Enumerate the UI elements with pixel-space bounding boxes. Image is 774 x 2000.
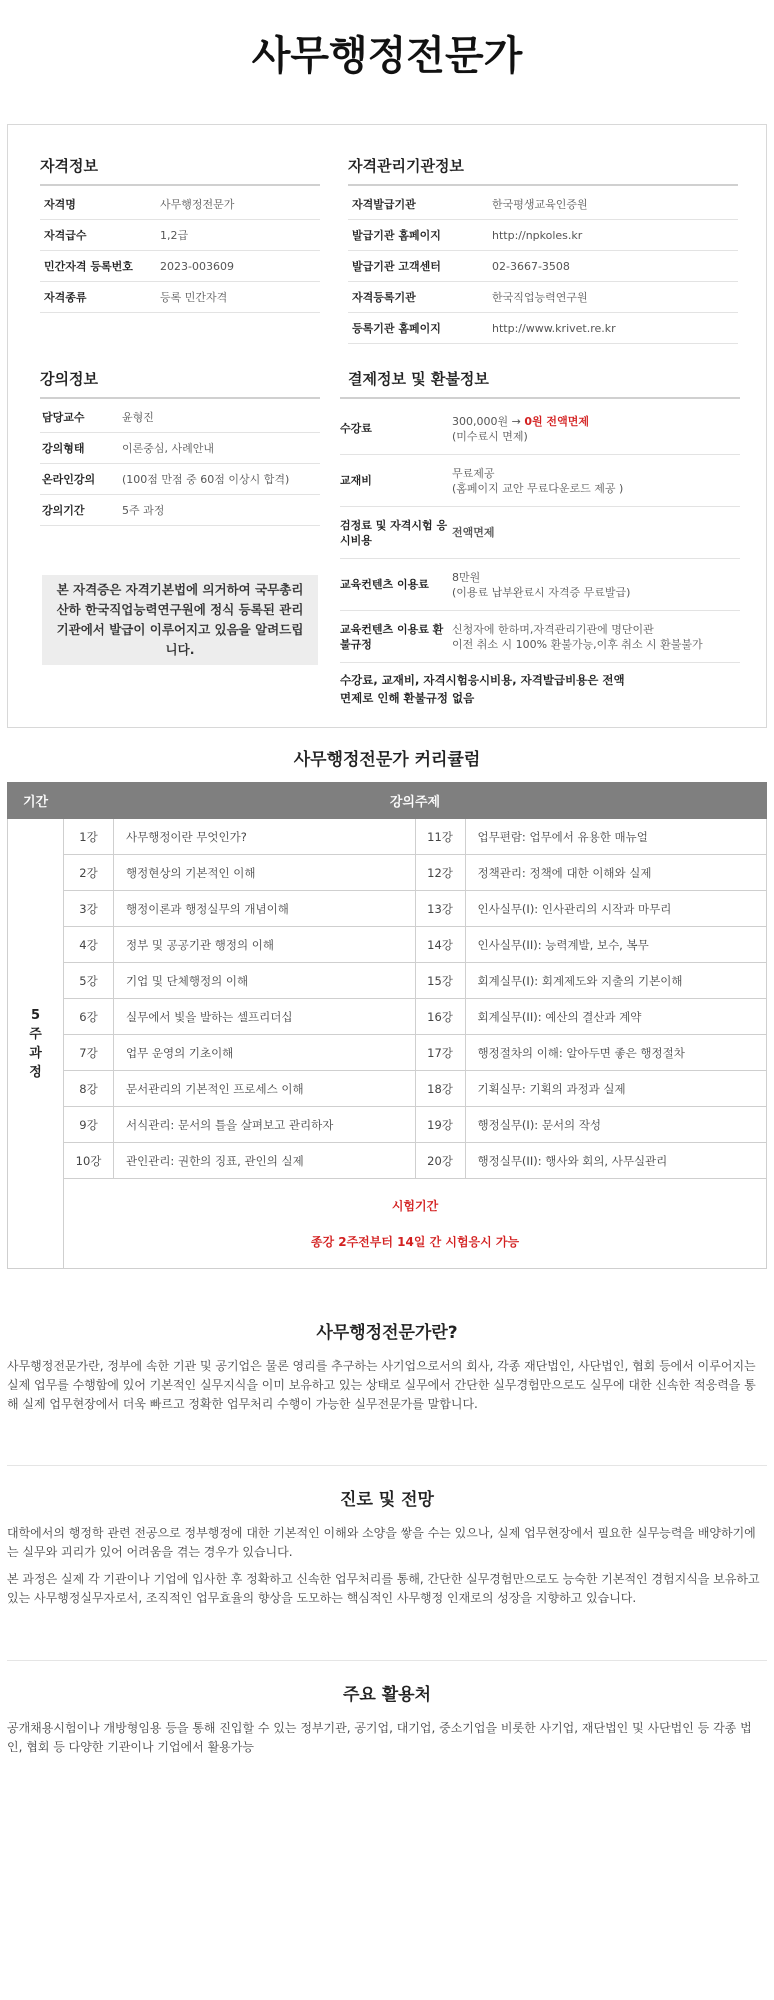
table-row: 8강 문서관리의 기본적인 프로세스 이해 18강 기획실무: 기획의 과정과 실제 xyxy=(8,1071,767,1107)
fee-row: 수강료 300,000원 → 0원 전액면제 (미수료시 면제) xyxy=(340,403,740,455)
agency-info-section xyxy=(348,155,738,344)
col-topic-header: 강의주제 xyxy=(64,783,767,819)
career-paragraph-2: 본 과정은 실제 각 기관이나 기업에 입사한 후 정확하고 신속한 업무처리를 통해, 간단한 실무경험만으로도 능숙한 기본적인 경험지식을 보유하고 있는 사무행정실무자로서, 조직적인 업무효율의 향상을 도모하는 핵심적인 사무행정 인재로의 성장을 지향하고 있습니다. xyxy=(7,1572,760,1605)
qual-info-row: 자격급수 1,2급 xyxy=(40,220,320,251)
issuer-homepage-link[interactable]: http://npkoles.kr xyxy=(492,228,583,242)
table-row: 2강 행정현상의 기본적인 이해 12강 정책관리: 정책에 대한 이해와 실제 xyxy=(8,855,767,891)
col-period-header: 기간 xyxy=(8,783,64,819)
qual-info-row: 민간자격 등록번호 2023-003609 xyxy=(40,251,320,282)
lecture-info-section xyxy=(40,368,320,526)
refund-row: 교육컨텐츠 이용료 환불규정 신청자에 한하며,자격관리기관에 명단이관 이전 취소 시 100% 환불가능,이후 취소 시 환불불가 xyxy=(340,611,740,663)
lecture-info-row: 온라인강의 (100점 만점 중 60점 이상시 합격) xyxy=(40,464,320,495)
lecture-info-row: 강의형태 이론중심, 사례안내 xyxy=(40,433,320,464)
qual-info-row: 자격종류 등록 민간자격 xyxy=(40,282,320,313)
section-divider xyxy=(7,1465,767,1466)
career-section xyxy=(7,1485,767,1616)
usage-title: 주요 활용처 xyxy=(342,1685,432,1705)
table-row: 9강 서식관리: 문서의 틀을 살펴보고 관리하자 19강 행정실무(I): 문서의 작성 xyxy=(8,1107,767,1143)
notice-box: 본 자격증은 자격기본법에 의거하여 국무총리산하 한국직업능력연구원에 정식 등록된 관리기관에서 발급이 이루어지고 있음을 알려드립니다. xyxy=(42,575,318,665)
table-row: 4강 정부 및 공공기관 행정의 이해 14강 인사실무(II): 능력계발, 보수, 복무 xyxy=(8,927,767,963)
table-row: 10강 관인관리: 권한의 징표, 관인의 실제 20강 행정실무(II): 행사와 회의, 사무실관리 xyxy=(8,1143,767,1179)
content-fee-row: 교육컨텐츠 이용료 8만원 (이용료 납부완료시 자격증 무료발급) xyxy=(340,559,740,611)
exam-period-row xyxy=(8,1179,767,1269)
refund-bottom-note: 수강료, 교재비, 자격시험응시비용, 자격발급비용은 전액면제로 인해 환불규정 없음 xyxy=(340,673,625,705)
agency-info-row: 자격등록기관 한국직업능력연구원 xyxy=(348,282,738,313)
qual-info-row: 자격명 사무행정전문가 xyxy=(40,189,320,220)
info-box xyxy=(7,124,767,728)
agency-info-row: 발급기관 고객센터 02-3667-3508 xyxy=(348,251,738,282)
about-body: 사무행정전문가란, 정부에 속한 기관 및 공기업은 물론 영리를 추구하는 사기업으로서의 회사, 각종 재단법인, 사단법인, 협회 등에서 이루어지는 실제 업무를 수행함에 있어 기본적인 실무지식을 이미 보유하고 있는 상태로 실무에서 간단한 실무경험만으로도 실무에 대한 신속한 적응력을 통해 실제 업무현장에서 더욱 빠르고 정확한 업무처리 수행이 가능한 실무전문가를 말합니다. xyxy=(7,1359,756,1411)
about-title: 사무행정전문가란? xyxy=(316,1323,458,1343)
agency-info-row: 등록기관 홈페이지 http://www.krivet.re.kr xyxy=(348,313,738,344)
exam-fee-row: 검정료 및 자격시험 응시비용 전액면제 xyxy=(340,507,740,559)
exam-period-desc: 종강 2주전부터 14일 간 시험응시 가능 xyxy=(310,1234,520,1249)
table-row: 7강 업무 운영의 기초이해 17강 행정절차의 이해: 알아두면 좋은 행정절차 xyxy=(8,1035,767,1071)
about-section xyxy=(7,1318,767,1422)
section-divider xyxy=(7,1660,767,1661)
lecture-info-row: 담당교수 윤형진 xyxy=(40,402,320,433)
period-cell: 5주 과정 xyxy=(8,819,64,1269)
table-row: 5강 기업 및 단체행정의 이해 15강 회계실무(I): 회계제도와 지출의 기본이해 xyxy=(8,963,767,999)
material-row: 교재비 무료제공 (홈페이지 교안 무료다운로드 제공 ) xyxy=(340,455,740,507)
registrar-homepage-link[interactable]: http://www.krivet.re.kr xyxy=(492,321,616,335)
career-title: 진로 및 전망 xyxy=(340,1490,434,1510)
exam-period-title: 시험기간 xyxy=(391,1198,439,1213)
payment-heading: 결제정보 및 환불정보 xyxy=(340,368,740,399)
payment-section xyxy=(340,368,740,707)
lecture-info-heading: 강의정보 xyxy=(40,368,320,399)
qual-info-heading: 자격정보 xyxy=(40,155,320,186)
agency-info-row: 발급기관 홈페이지 http://npkoles.kr xyxy=(348,220,738,251)
career-paragraph-1: 대학에서의 행정학 관련 전공으로 정부행정에 대한 기본적인 이해와 소양을 쌓을 수는 있으나, 실제 업무현장에서 필요한 실무능력을 배양하기에는 실무와 괴리가 있어 어려움을 겪는 경우가 있습니다. xyxy=(7,1526,756,1559)
qual-info-section xyxy=(40,155,320,313)
curriculum-title: 사무행정전문가 커리큘럼 xyxy=(293,750,481,770)
curriculum-table xyxy=(7,782,767,1269)
lecture-info-row: 강의기간 5주 과정 xyxy=(40,495,320,526)
table-row: 5주 과정 1강 사무행정이란 무엇인가? 11강 업무편람: 업무에서 유용한 매뉴얼 xyxy=(8,819,767,855)
usage-body: 공개채용시험이나 개방형임용 등을 통해 진입할 수 있는 정부기관, 공기업, 대기업, 중소기업을 비롯한 사기업, 재단법인 및 사단법인 등 각종 법인, 협회 등 다양한 기관이나 기업에서 활용가능 xyxy=(7,1721,752,1754)
table-row: 6강 실무에서 빛을 발하는 셀프리더십 16강 회계실무(II): 예산의 결산과 계약 xyxy=(8,999,767,1035)
usage-section xyxy=(7,1680,767,1765)
table-row: 3강 행정이론과 행정실무의 개념이해 13강 인사실무(I): 인사관리의 시작과 마무리 xyxy=(8,891,767,927)
agency-info-heading: 자격관리기관정보 xyxy=(348,155,738,186)
agency-info-row: 자격발급기관 한국평생교육인증원 xyxy=(348,189,738,220)
page-title: 사무행정전문가 xyxy=(251,33,523,79)
